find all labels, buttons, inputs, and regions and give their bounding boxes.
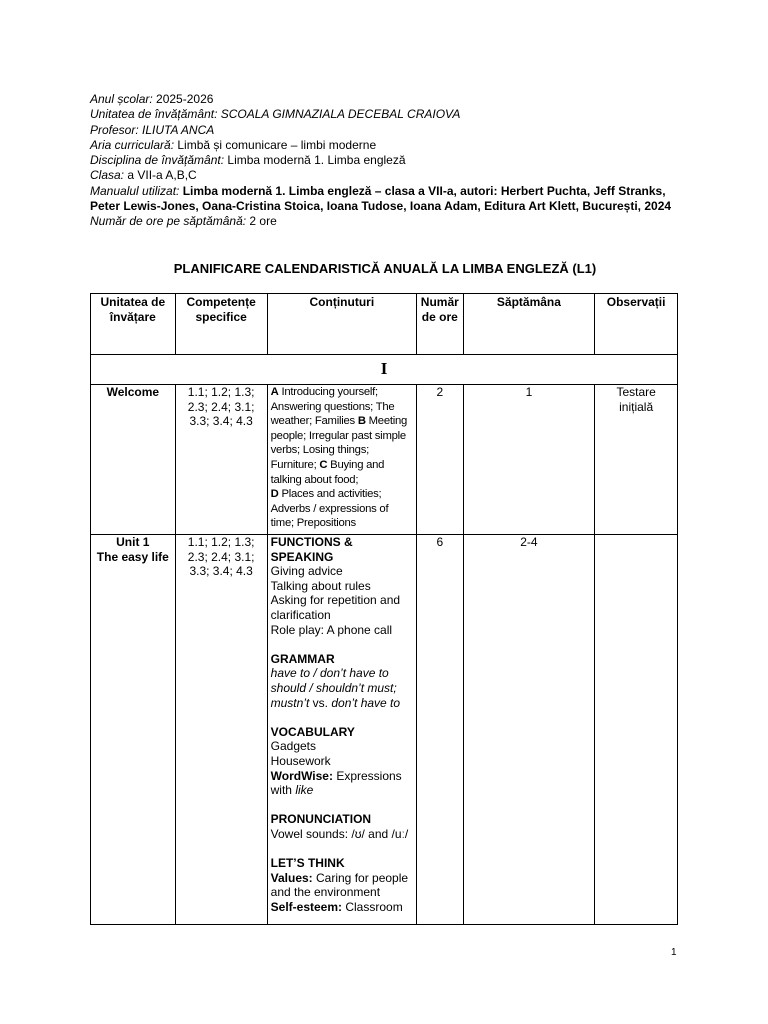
list-item: have to / don’t have to <box>270 666 389 681</box>
continuturi-cell: A Introducing yourself; Answering questions; The weather; Families B Meeting people; Irregular past simple verbs; Losing things; Furniture; C Buying and talking about food; D Places and activities; Adverbs / expressions of time; Prepositions <box>267 385 416 535</box>
competente-cell: 1.1; 1.2; 1.3; 2.3; 2.4; 3.1; 3.3; 3.4; 4.3 <box>175 385 267 535</box>
grammar-heading: GRAMMAR <box>270 651 335 666</box>
document-title: PLANIFICARE CALENDARISTICĂ ANUALĂ LA LIMBA ENGLEZĂ (L1) <box>173 261 597 276</box>
saptamana-cell: 2-4 <box>463 535 595 925</box>
continuturi-cell <box>267 535 416 925</box>
list-item: Self-esteem: Classroom <box>270 899 403 914</box>
table-row <box>91 535 678 925</box>
list-item: mustn’t vs. don’t have to <box>270 695 401 710</box>
list-item: Values: Caring for people and the environment <box>270 870 409 900</box>
subject-line: Disciplina de învățământ: Limba modernă 1. Limba engleză <box>90 153 406 168</box>
header-saptamana: Săptămâna <box>463 294 595 355</box>
list-item: WordWise: Expressions with like <box>270 768 402 798</box>
curricular-area-line: Aria curriculară: Limbă și comunicare – limbi moderne <box>90 137 377 152</box>
ore-cell: 6 <box>417 535 464 925</box>
header-observatii: Observații <box>595 294 678 355</box>
page-number: 1 <box>671 947 677 958</box>
pronunciation-heading: PRONUNCIATION <box>270 812 372 827</box>
observatii-cell <box>595 535 678 925</box>
school-unit-line: Unitatea de învățământ: SCOALA GIMNAZIALA DECEBAL CRAIOVA <box>90 107 461 122</box>
vocabulary-heading: VOCABULARY <box>270 724 355 739</box>
document-header <box>90 92 690 230</box>
lets-think-heading: LET’S THINK <box>270 856 345 871</box>
school-year-line: Anul școlar: 2025-2026 <box>90 92 214 106</box>
table-row <box>91 385 678 535</box>
list-item: Asking for repetition and clarification <box>270 593 401 622</box>
header-numar-ore: Număr de ore <box>417 294 464 355</box>
class-line: Clasa: a VII-a A,B,C <box>90 168 197 183</box>
textbook-line: Manualul utilizat: Limba modernă 1. Limba engleză – clasa a VII-a, autori: Herbert Puchta, Jeff Stranks, Peter Lewis-Jones, Oana-Cristina Stoica, Ioana Tudose, Ioana Adam, Editura Art Klett, București, 2024 <box>90 183 672 214</box>
functions-heading: FUNCTIONS & SPEAKING <box>270 535 353 564</box>
hours-per-week-line: Număr de ore pe săptămână: 2 ore <box>90 214 277 229</box>
unit-cell: Welcome <box>91 385 176 535</box>
planning-table <box>90 293 678 925</box>
list-item: Talking about rules <box>270 578 371 593</box>
semester-row <box>91 355 678 385</box>
teacher-line: Profesor: ILIUTA ANCA <box>90 122 215 137</box>
saptamana-cell: 1 <box>463 385 595 535</box>
list-item: Vowel sounds: /ʊ/ and /uː/ <box>270 826 409 841</box>
list-item: Housework <box>270 753 331 768</box>
header-continuturi: Conținuturi <box>267 294 416 355</box>
observatii-cell: Testare inițială <box>595 385 678 535</box>
list-item: Gadgets <box>270 739 317 754</box>
table-header-row <box>91 294 678 355</box>
list-item: Giving advice <box>270 564 343 579</box>
list-item: Role play: A phone call <box>270 622 393 637</box>
competente-cell: 1.1; 1.2; 1.3; 2.3; 2.4; 3.1; 3.3; 3.4; 4.3 <box>175 535 267 925</box>
unit-cell: Unit 1 The easy life <box>91 535 176 925</box>
ore-cell: 2 <box>417 385 464 535</box>
semester-label: I <box>91 355 678 385</box>
header-unitatea: Unitatea de învățare <box>91 294 176 355</box>
header-competente: Competențe specifice <box>175 294 267 355</box>
list-item: should / shouldn’t must; <box>270 680 397 695</box>
